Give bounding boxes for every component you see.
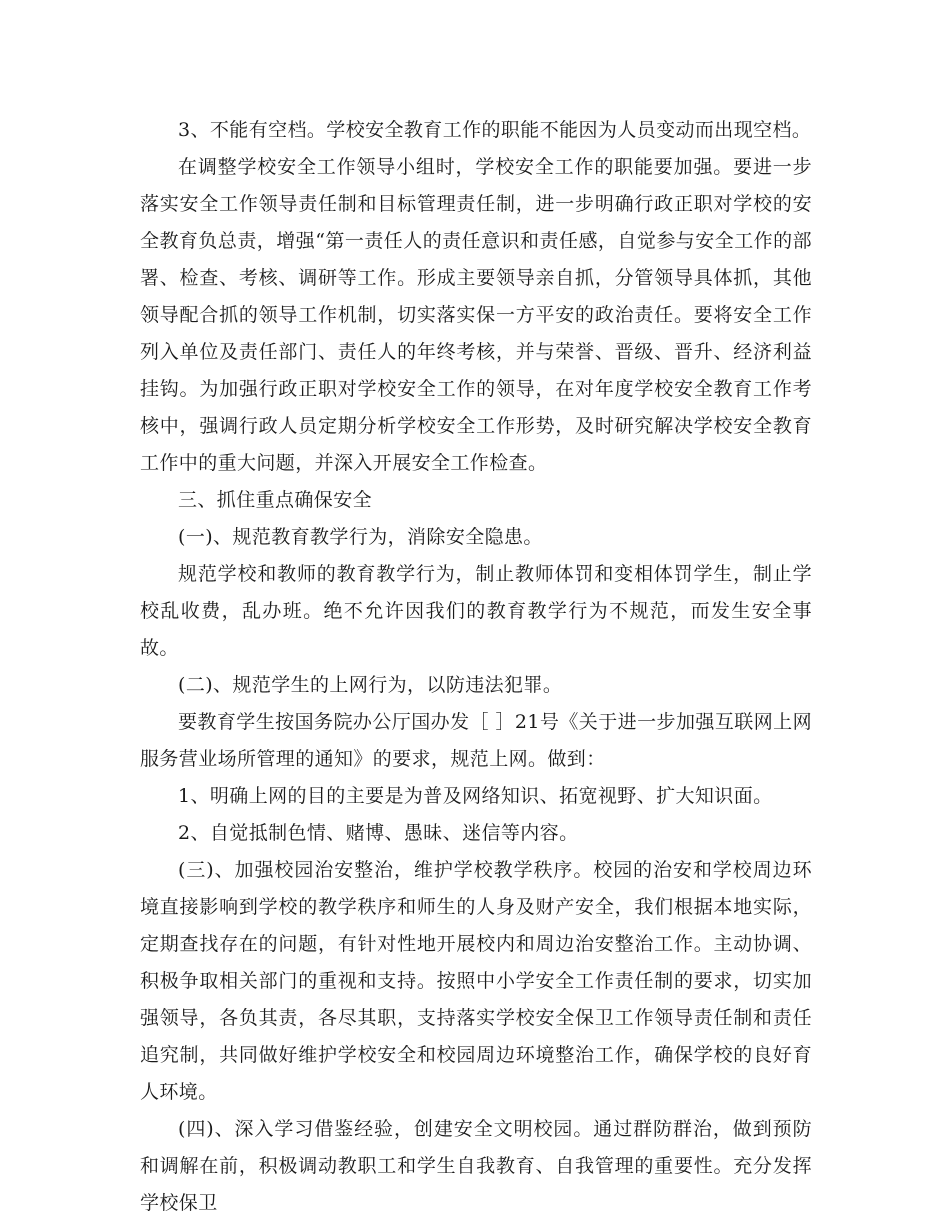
paragraph-campus-security: (三)、加强校园治安整治，维护学校教学秩序。校园的治安和学校周边环境直接影响到学校的教学秩序和师生的人身及财产安全，我们根据本地实际，定期查找存在的问题，有针对性地开展校内和周边治安整治工作。主动协调、积极争取相关部门的重视和支持。按照中小学安全工作责任制的要求，切实加强领导，各负其责，各尽其职，支持落实学校安全保卫工作领导责任制和责任追究制，共同做好维护学校安全和校园周边环境整治工作，确保学校的良好育人环境。 — [140, 859, 812, 1103]
paragraph-item-3: 3、不能有空档。学校安全教育工作的职能不能因为人员变动而出现空档。 — [178, 119, 812, 141]
list-item-1: 1、明确上网的目的主要是为普及网络知识、拓宽视野、扩大知识面。 — [178, 785, 773, 807]
subheading-2: (二)、规范学生的上网行为，以防违法犯罪。 — [178, 674, 563, 696]
paragraph-leadership: 在调整学校安全工作领导小组时，学校安全工作的职能要加强。要进一步落实安全工作领导责任制和目标管理责任制，进一步明确行政正职对学校的安全教育负总责，增强“第一责任人的责任意识和责任感，自觉参与安全工作的部署、检查、考核、调研等工作。形成主要领导亲自抓，分管领导具体抓，其他领导配合抓的领导工作机制，切实落实保一方平安的政治责任。要将安全工作列入单位及责任部门、责任人的年终考核，并与荣誉、晋级、晋升、经济利益挂钩。为加强行政正职对学校安全工作的领导，在对年度学校安全教育工作考核中，强调行政人员定期分析学校安全工作形势，及时研究解决学校安全教育工作中的重大问题，并深入开展安全工作检查。 — [140, 156, 812, 474]
paragraph-safe-campus: (四)、深入学习借鉴经验，创建安全文明校园。通过群防群治，做到预防和调解在前，积极调动教职工和学生自我教育、自我管理的重要性。充分发挥学校保卫 — [140, 1118, 812, 1214]
document-page — [140, 112, 812, 1222]
paragraph-teaching-behavior: 规范学校和教师的教育教学行为，制止教师体罚和变相体罚学生，制止学校乱收费，乱办班。绝不允许因我们的教育教学行为不规范，而发生安全事故。 — [140, 563, 812, 659]
list-item-2: 2、自觉抵制色情、赌博、愚昧、迷信等内容。 — [178, 822, 579, 844]
paragraph-internet-rules: 要教育学生按国务院办公厅国办发［ ］21号《关于进一步加强互联网上网服务营业场所管理的通知》的要求，规范上网。做到： — [140, 711, 812, 770]
subheading-1: (一)、规范教育教学行为，消除安全隐患。 — [178, 526, 543, 548]
section-heading-3: 三、抓住重点确保安全 — [178, 489, 373, 511]
